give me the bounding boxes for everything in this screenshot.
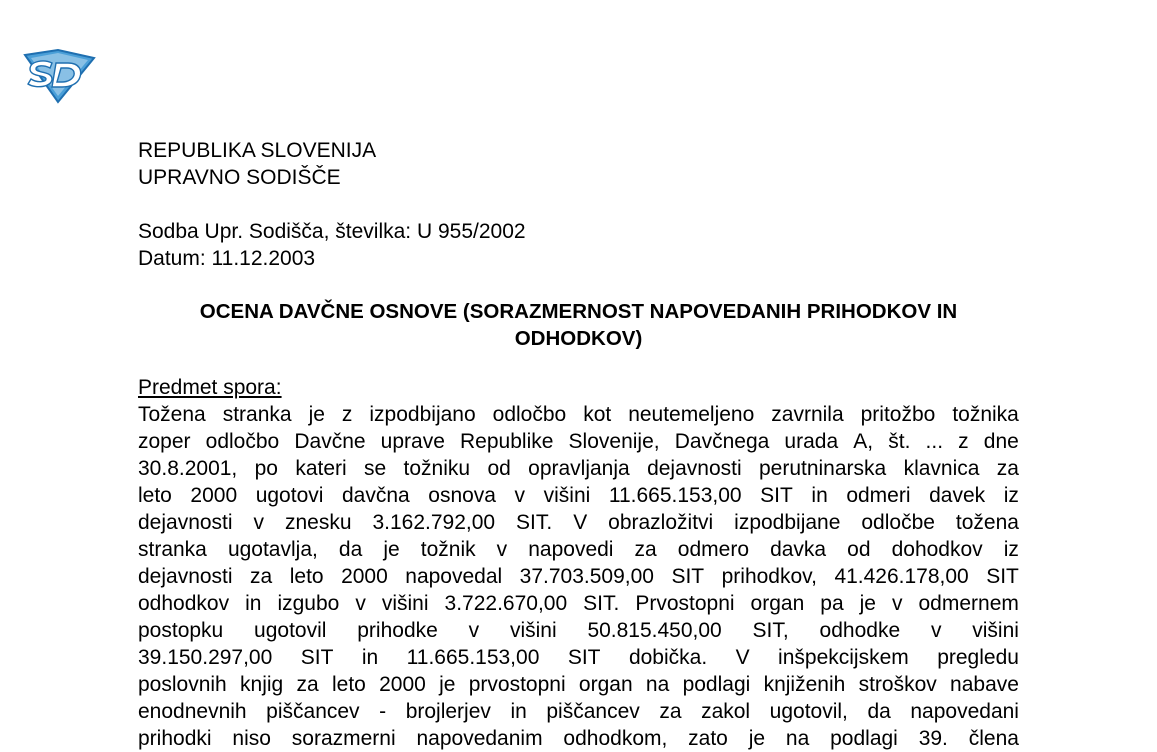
section-heading: Predmet spora: [138, 376, 282, 399]
header-republic: REPUBLIKA SLOVENIJA [138, 139, 377, 162]
body-line: poslovnih knjig za leto 2000 je prvostopni organ na podlagi knjiženih stroškov nabave [138, 673, 1019, 696]
body-line: dejavnosti za leto 2000 napovedal 37.703.509,00 SIT prihodkov, 41.426.178,00 SIT [138, 565, 1019, 588]
body-line: odhodkov in izgubo v višini 3.722.670,00 SIT. Prvostopni organ pa je v odmernem [138, 592, 1019, 615]
body-line: Tožena stranka je z izpodbijano odločbo kot neutemeljeno zavrnila pritožbo tožnika [138, 403, 1019, 426]
body-line: 39.150.297,00 SIT in 11.665.153,00 SIT dobička. V inšpekcijskem pregledu [138, 646, 1019, 669]
section-body [138, 401, 1019, 752]
body-line: prihodki niso sorazmerni napovedanim odhodkom, zato je na podlagi 39. člena [138, 727, 1019, 750]
body-line: enodnevnih piščancev - brojlerjev in piščancev za zakol ugotovil, da napovedani [138, 700, 1019, 723]
sd-logo-icon [22, 49, 96, 104]
body-line: stranka ugotavlja, da je tožnik v napovedi za odmero davka od dohodkov iz [138, 538, 1019, 561]
document-page [138, 137, 1019, 752]
body-line: postopku ugotovil prihodke v višini 50.815.450,00 SIT, odhodke v višini [138, 619, 1019, 642]
judgment-date: Datum: 11.12.2003 [138, 247, 316, 270]
judgment-number: Sodba Upr. Sodišča, številka: U 955/2002 [138, 220, 526, 243]
document-title-line-2: ODHODKOV) [514, 327, 643, 350]
header-court: UPRAVNO SODIŠČE [138, 166, 341, 189]
document-title-line-1: OCENA DAVČNE OSNOVE (SORAZMERNOST NAPOVEDANIH PRIHODKOV IN [199, 300, 958, 323]
body-line: dejavnosti v znesku 3.162.792,00 SIT. V obrazložitvi izpodbijane odločbe tožena [138, 511, 1019, 534]
body-line: leto 2000 ugotovi davčna osnova v višini 11.665.153,00 SIT in odmeri davek iz [138, 484, 1019, 507]
body-line: 30.8.2001, po kateri se tožniku od opravljanja dejavnosti perutninarska klavnica za [138, 457, 1019, 480]
body-line: zoper odločbo Davčne uprave Republike Slovenije, Davčnega urada A, št. ... z dne [138, 430, 1019, 453]
